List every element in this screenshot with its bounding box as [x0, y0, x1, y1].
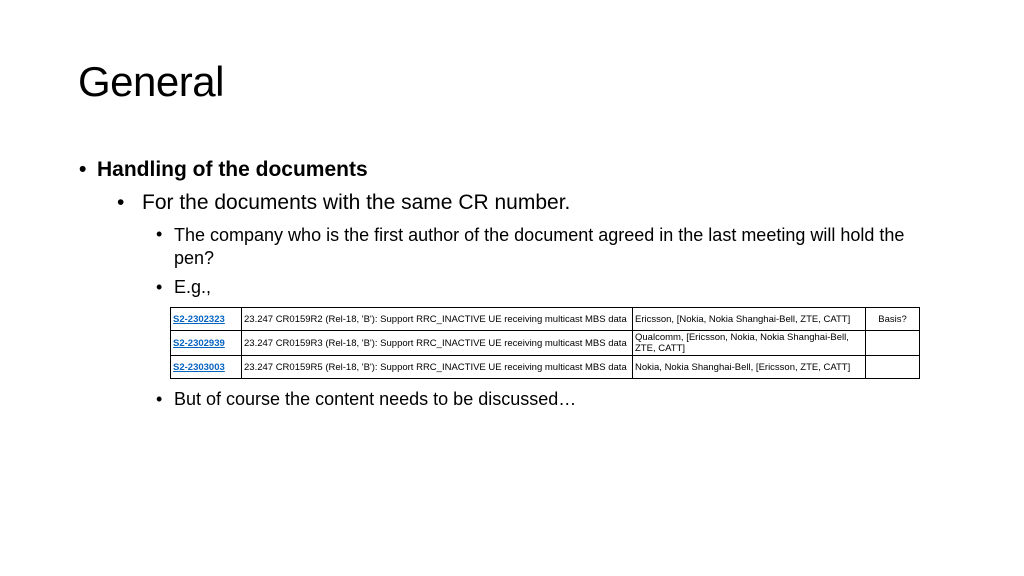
table-row — [171, 308, 920, 331]
slide-title: General — [78, 58, 224, 105]
bullet-marker: • — [79, 158, 87, 181]
doc-title-cell: 23.247 CR0159R2 (Rel-18, 'B'): Support RRC_INACTIVE UE receiving multicast MBS data — [242, 308, 633, 331]
doc-source-cell: Nokia, Nokia Shanghai-Bell, [Ericsson, ZTE, CATT] — [633, 356, 866, 379]
doc-title-cell: 23.247 CR0159R3 (Rel-18, 'B'): Support RRC_INACTIVE UE receiving multicast MBS data — [242, 331, 633, 356]
table-row — [171, 331, 920, 356]
bullet-marker: • — [117, 191, 125, 214]
bullet-level2-text: For the documents with the same CR number. — [142, 191, 571, 214]
doc-id-link[interactable]: S2-2302939 — [173, 337, 225, 349]
bullet-marker: • — [156, 224, 163, 244]
bullet-level3-discussion-text: But of course the content needs to be discussed… — [174, 389, 577, 409]
doc-id-link[interactable]: S2-2302323 — [173, 313, 225, 325]
doc-note-cell — [866, 331, 920, 356]
doc-id-cell — [171, 356, 242, 379]
doc-note-cell: Basis? — [866, 308, 920, 331]
doc-source-cell: Ericsson, [Nokia, Nokia Shanghai-Bell, ZTE, CATT] — [633, 308, 866, 331]
doc-title-cell: 23.247 CR0159R5 (Rel-18, 'B'): Support RRC_INACTIVE UE receiving multicast MBS data — [242, 356, 633, 379]
doc-id-cell — [171, 331, 242, 356]
bullet-level3-pen-text: The company who is the first author of the document agreed in the last meeting will hold the pen? — [174, 225, 905, 268]
bullet-marker: • — [156, 389, 163, 409]
bullet-level3-example-text: E.g., — [174, 277, 212, 297]
doc-id-cell — [171, 308, 242, 331]
table-row — [171, 356, 920, 379]
doc-note-cell — [866, 356, 920, 379]
doc-id-link[interactable]: S2-2303003 — [173, 361, 225, 373]
bullet-marker: • — [156, 277, 163, 297]
bullet-level1-text: Handling of the documents — [97, 158, 368, 181]
documents-table — [170, 307, 920, 379]
doc-source-cell: Qualcomm, [Ericsson, Nokia, Nokia Shanghai-Bell, ZTE, CATT] — [633, 331, 866, 356]
